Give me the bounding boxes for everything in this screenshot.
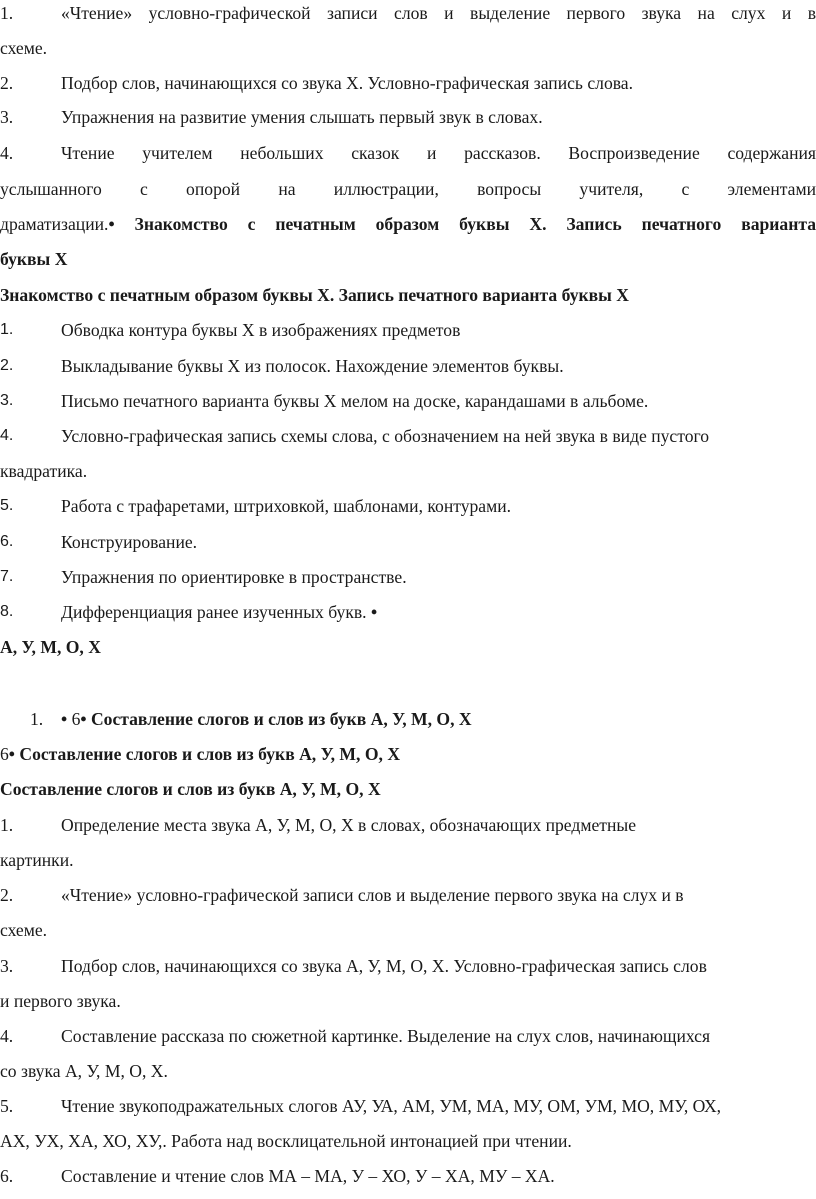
bullet-icon: • — [108, 214, 115, 234]
bullet-icon: • — [8, 744, 15, 764]
list-number: 6. — [0, 533, 14, 550]
section-heading: Знакомство с печатным образом буквы Х. Запись печатного варианта буквы Х — [0, 285, 630, 305]
list-text: Чтение учителем небольших сказок и рассказов. Воспроизведение содержания — [61, 143, 816, 163]
list-text: Работа с трафаретами, штриховкой, шаблонами, контурами. — [61, 496, 512, 516]
list-number: 1. — [0, 3, 14, 23]
list-number: 7. — [0, 568, 14, 585]
bullet-icon: • — [80, 709, 87, 729]
list-number: 1. — [30, 709, 44, 729]
list-text-cont-mixed — [0, 214, 816, 234]
list-text-mixed — [61, 709, 472, 729]
list-text: Конструирование. — [61, 532, 198, 552]
s3-line2 — [0, 744, 400, 764]
bold-heading-cont: буквы Х — [0, 249, 68, 269]
list-text: Обводка контура буквы Х в изображениях предметов — [61, 320, 461, 340]
list-number: 5. — [0, 497, 14, 514]
list-text: Упражнения по ориентировке в пространстве. — [61, 567, 407, 587]
list-text: Составление и чтение слов МА – МА, У – ХО, У – ХА, МУ – ХА. — [61, 1166, 555, 1186]
list-number: 4. — [0, 143, 14, 163]
list-number: 2. — [0, 73, 14, 93]
inline-text: Дифференциация ранее изученных букв. — [61, 602, 367, 622]
list-text-cont: услышанного с опорой на иллюстрации, вопросы учителя, с элементами — [0, 179, 816, 199]
list-number: 2. — [0, 885, 14, 905]
list-text: «Чтение» условно-графической записи слов и выделение первого звука на слух и в — [61, 885, 684, 905]
list-number: 6. — [0, 1166, 14, 1186]
list-text: «Чтение» условно-графической записи слов и выделение первого звука на слух и в — [61, 3, 816, 23]
list-text-cont: схеме. — [0, 38, 48, 58]
list-text-cont: квадратика. — [0, 461, 88, 481]
list-text: Выкладывание буквы Х из полосок. Нахождение элементов буквы. — [61, 356, 564, 376]
list-number: 8. — [0, 603, 14, 620]
list-text: Упражнения на развитие умения слышать первый звук в словах. — [61, 107, 543, 127]
list-number: 5. — [0, 1096, 14, 1116]
bullet-icon: • — [61, 709, 68, 729]
inline-text: драматизации. — [0, 214, 109, 234]
section-heading: Составление слогов и слов из букв А, У, М, О, Х — [0, 779, 381, 799]
list-text-cont: картинки. — [0, 850, 74, 870]
list-number: 4. — [0, 427, 14, 444]
bold-heading-inline: Составление слогов и слов из букв А, У, М, О, Х — [90, 709, 472, 729]
bold-heading-inline: Знакомство с печатным образом буквы Х. Запись печатного варианта — [134, 214, 816, 234]
inline-number: 6 — [0, 744, 9, 764]
list-text-cont: и первого звука. — [0, 991, 121, 1011]
letters-line: А, У, М, О, Х — [0, 637, 101, 657]
list-text: Чтение звукоподражательных слогов АУ, УА, АМ, УМ, МА, МУ, ОМ, УМ, МО, МУ, ОХ, — [61, 1096, 722, 1116]
bullet-icon: • — [370, 602, 378, 622]
list-text: Составление рассказа по сюжетной картинке. Выделение на слух слов, начинающихся — [61, 1026, 711, 1046]
list-text-cont: со звука А, У, М, О, Х. — [0, 1061, 168, 1081]
list-number: 3. — [0, 392, 14, 409]
list-text-cont: схеме. — [0, 920, 48, 940]
list-text-mixed — [61, 602, 377, 622]
list-number: 3. — [0, 107, 14, 127]
list-text: Подбор слов, начинающихся со звука А, У, М, О, Х. Условно-графическая запись слов — [61, 956, 707, 976]
list-number: 1. — [0, 815, 14, 835]
list-text-cont: АХ, УХ, ХА, ХО, ХУ,. Работа над восклицательной интонацией при чтении. — [0, 1131, 572, 1151]
list-number: 2. — [0, 357, 14, 374]
list-text: Подбор слов, начинающихся со звука Х. Условно-графическая запись слова. — [61, 73, 634, 93]
inline-number: 6 — [71, 709, 81, 729]
list-number: 4. — [0, 1026, 14, 1046]
list-text: Условно-графическая запись схемы слова, с обозначением на ней звука в виде пустого — [61, 426, 710, 446]
list-text: Письмо печатного варианта буквы Х мелом на доске, карандашами в альбоме. — [61, 391, 649, 411]
bold-heading-inline: Составление слогов и слов из букв А, У, М, О, Х — [19, 744, 401, 764]
list-text: Определение места звука А, У, М, О, Х в словах, обозначающих предметные — [61, 815, 637, 835]
list-number: 1. — [0, 321, 14, 338]
list-number: 3. — [0, 956, 14, 976]
